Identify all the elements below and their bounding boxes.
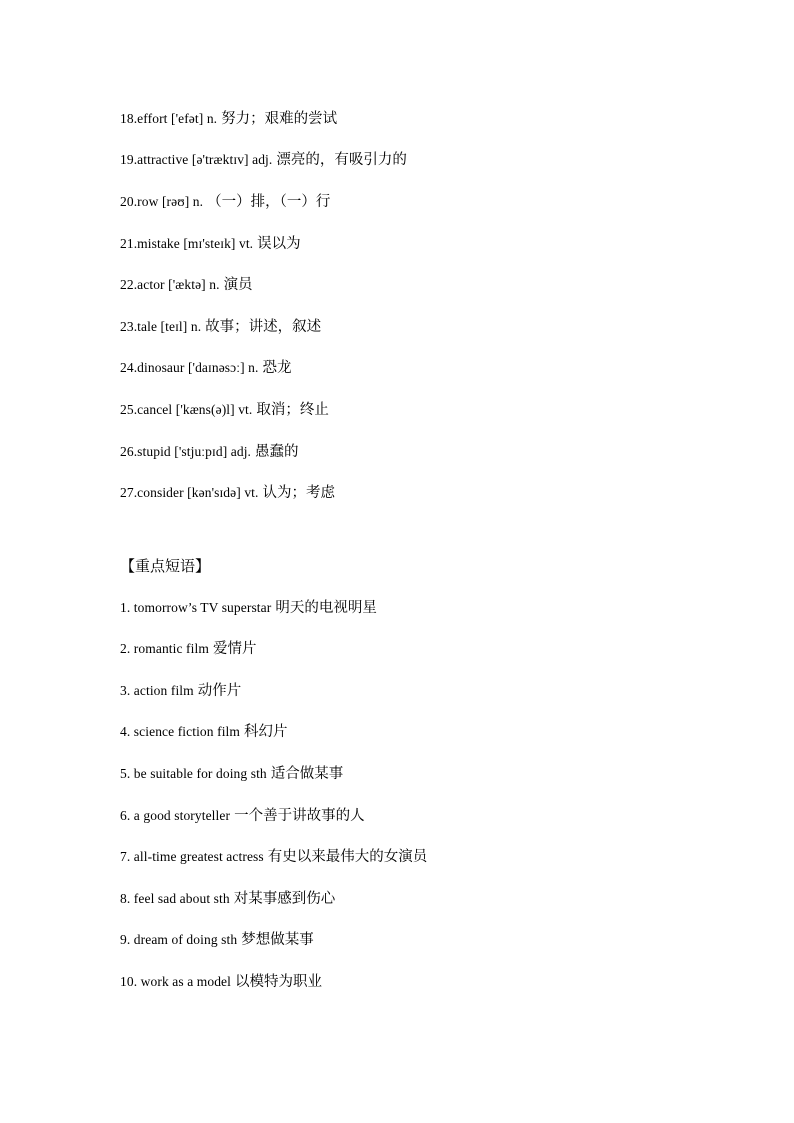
word-entry-26 xyxy=(120,440,299,464)
word-entry-25 xyxy=(120,398,329,422)
phrase-chinese: 动作片 xyxy=(197,683,242,699)
phrase-english: 9. dream of doing sth xyxy=(120,932,238,947)
phrase-chinese: 适合做某事 xyxy=(270,766,344,782)
phrase-english: 5. be suitable for doing sth xyxy=(120,766,267,781)
word-chinese: 恐龙 xyxy=(262,360,292,376)
phrase-chinese: 科幻片 xyxy=(244,724,288,740)
section-title: 【重点短语】 xyxy=(120,557,211,575)
phrase-entry-2 xyxy=(120,637,256,661)
word-english: 25.cancel ['kæns(ə)l] vt. xyxy=(120,402,253,417)
word-english: 22.actor ['æktə] n. xyxy=(120,277,220,292)
word-chinese: 认为；考虑 xyxy=(262,485,335,501)
word-english: 18.effort ['efət] n. xyxy=(120,111,218,126)
word-entry-27 xyxy=(120,481,335,505)
phrase-entry-4 xyxy=(120,720,288,744)
word-entry-18 xyxy=(120,107,337,131)
word-english: 24.dinosaur ['daɪnəsɔː] n. xyxy=(120,360,259,375)
phrase-entry-5 xyxy=(120,762,343,786)
phrase-entry-9 xyxy=(120,928,314,952)
phrase-entry-8 xyxy=(120,887,335,911)
word-chinese: （一）排，（一）行 xyxy=(207,194,331,210)
word-entry-19 xyxy=(120,148,407,172)
phrase-english: 6. a good storyteller xyxy=(120,808,231,823)
word-entry-22 xyxy=(120,273,253,297)
word-entry-24 xyxy=(120,356,292,380)
word-entry-23 xyxy=(120,315,321,339)
word-chinese: 误以为 xyxy=(257,236,301,252)
word-chinese: 努力；艰难的尝试 xyxy=(221,111,338,127)
phrase-entry-7 xyxy=(120,845,427,869)
phrase-english: 8. feel sad about sth xyxy=(120,891,230,906)
word-english: 26.stupid ['stjuːpɪd] adj. xyxy=(120,444,252,459)
phrase-entry-1 xyxy=(120,596,377,620)
word-english: 19.attractive [ə'træktɪv] adj. xyxy=(120,152,273,167)
word-english: 21.mistake [mɪ'steɪk] vt. xyxy=(120,236,254,251)
phrase-entry-10 xyxy=(120,970,322,994)
word-chinese: 演员 xyxy=(223,277,253,293)
phrase-chinese: 以模特为职业 xyxy=(235,974,323,990)
word-chinese: 取消；终止 xyxy=(256,402,329,418)
phrase-english: 10. work as a model xyxy=(120,974,232,989)
word-chinese: 漂亮的，有吸引力的 xyxy=(276,152,407,168)
phrase-chinese: 明天的电视明星 xyxy=(275,600,377,616)
phrase-chinese: 梦想做某事 xyxy=(241,932,314,948)
phrase-entry-3 xyxy=(120,679,241,703)
word-english: 20.row [rəʊ] n. xyxy=(120,194,204,209)
word-chinese: 故事；讲述，叙述 xyxy=(205,319,322,335)
phrase-chinese: 有史以来最伟大的女演员 xyxy=(267,849,428,865)
word-entry-20 xyxy=(120,190,330,214)
word-chinese: 愚蠢的 xyxy=(255,444,299,460)
phrase-entry-6 xyxy=(120,804,365,828)
word-english: 27.consider [kən'sɪdə] vt. xyxy=(120,485,259,500)
phrase-english: 7. all-time greatest actress xyxy=(120,849,264,864)
phrase-chinese: 爱情片 xyxy=(212,641,257,657)
phrase-english: 3. action film xyxy=(120,683,194,698)
phrase-english: 4. science fiction film xyxy=(120,724,241,739)
phrase-chinese: 一个善于讲故事的人 xyxy=(234,808,365,824)
phrase-english: 2. romantic film xyxy=(120,641,209,656)
word-english: 23.tale [teɪl] n. xyxy=(120,319,202,334)
phrase-chinese: 对某事感到伤心 xyxy=(233,891,336,907)
word-entry-21 xyxy=(120,232,301,256)
phrase-english: 1. tomorrow’s TV superstar xyxy=(120,600,272,615)
